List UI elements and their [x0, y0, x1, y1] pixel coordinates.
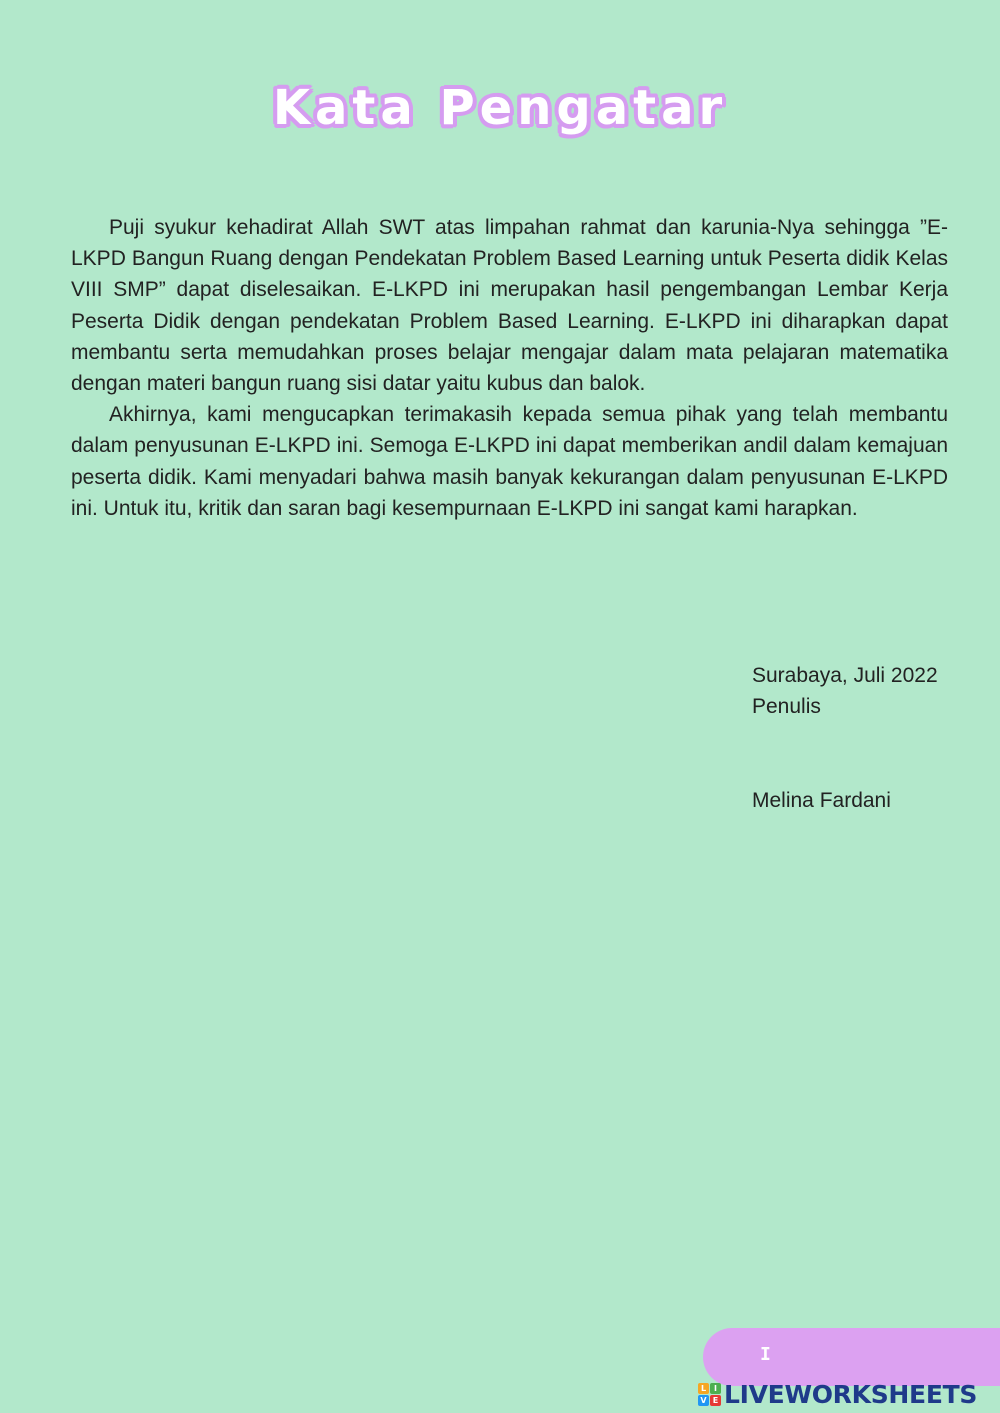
logo-letter-l: L: [698, 1383, 709, 1394]
paragraph-2: Akhirnya, kami mengucapkan terimakasih kepada semua pihak yang telah membantu dalam penyusunan E-LKPD ini. Semoga E-LKPD ini dapat memberikan andil dalam kemajuan peserta didik. Kami menyadari bahwa masih banyak kekurangan dalam penyusunan E-LKPD ini. Untuk itu, kritik dan saran bagi kesempurnaan E-LKPD ini sangat kami harapkan.: [71, 403, 948, 520]
logo-letter-i: I: [710, 1383, 721, 1394]
logo-letter-e: E: [710, 1395, 721, 1406]
logo-letter-v: V: [698, 1395, 709, 1406]
signature-place-date: Surabaya, Juli 2022: [752, 664, 938, 687]
page-number: I: [760, 1344, 771, 1365]
signature-name: Melina Fardani: [752, 789, 891, 812]
preface-body: [71, 212, 948, 524]
liveworksheets-logo-icon: [698, 1383, 721, 1406]
liveworksheets-watermark[interactable]: [698, 1378, 977, 1410]
watermark-text: LIVEWORKSHEETS: [724, 1379, 978, 1409]
paragraph-1: Puji syukur kehadirat Allah SWT atas limpahan rahmat dan karunia-Nya sehingga ”E-LKPD Bangun Ruang dengan Pendekatan Problem Based Learning untuk Peserta didik Kelas VIII SMP” dapat diselesaikan. E-LKPD ini merupakan hasil pengembangan Lembar Kerja Peserta Didik dengan pendekatan Problem Based Learning. E-LKPD ini diharapkan dapat membantu serta memudahkan proses belajar mengajar dalam mata pelajaran matematika dengan materi bangun ruang sisi datar yaitu kubus dan balok.: [71, 216, 948, 396]
page-title: Kata Pengatar: [272, 80, 728, 136]
signature-role: Penulis: [752, 695, 821, 718]
